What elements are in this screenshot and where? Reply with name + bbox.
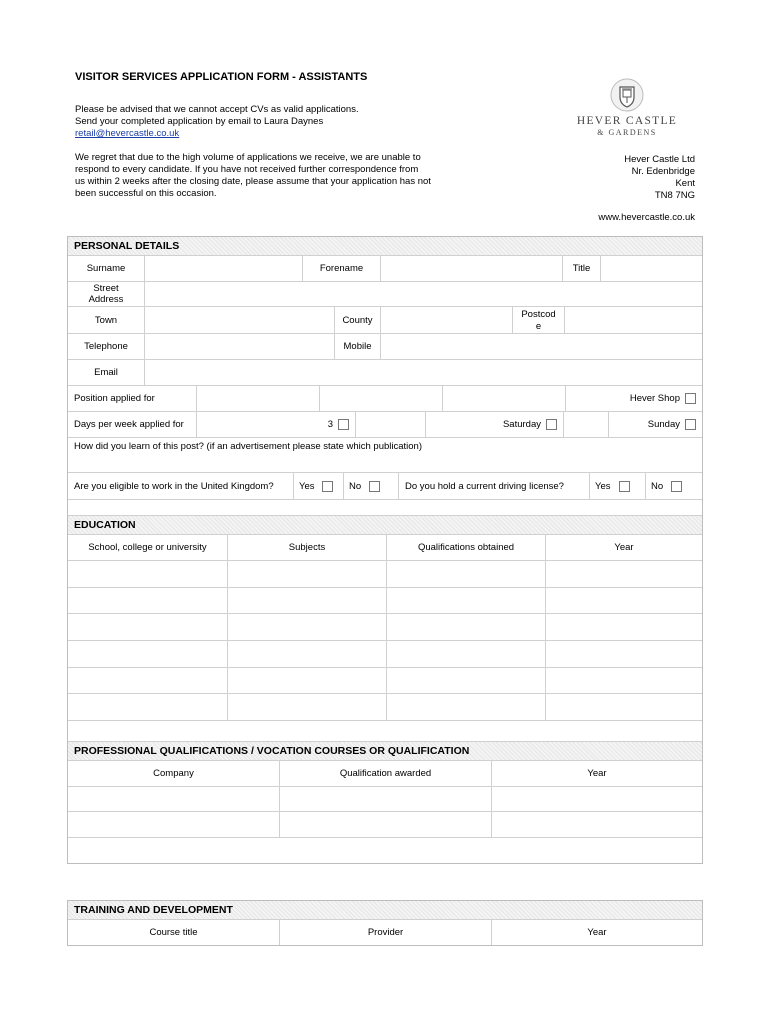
education-qualifications-input[interactable]	[386, 668, 545, 693]
professional-header-row	[68, 761, 702, 787]
hever-castle-logo	[568, 78, 686, 137]
hever-shop-label: Hever Shop	[629, 393, 680, 404]
hever-shop-checkbox[interactable]	[685, 393, 696, 404]
eligible-question: Are you eligible to work in the United Kingdom?	[74, 480, 274, 492]
education-row	[68, 561, 702, 588]
professional-row	[68, 812, 702, 838]
address-line-1: Hever Castle Ltd	[624, 154, 695, 165]
postcode-input[interactable]	[564, 307, 702, 333]
driving-question: Do you hold a current driving license?	[398, 473, 589, 499]
education-subjects-input[interactable]	[227, 561, 386, 587]
telephone-label: Telephone	[84, 341, 128, 352]
postcode-label-line-2: e	[535, 321, 542, 332]
eligible-yes-checkbox[interactable]	[322, 481, 333, 492]
intro-line-1: Please be advised that we cannot accept CVs as valid applications.	[75, 104, 359, 115]
eligible-no-checkbox[interactable]	[369, 481, 380, 492]
telephone-input[interactable]	[144, 334, 334, 359]
days-extra-input[interactable]	[563, 412, 608, 437]
eligibility-row	[68, 473, 702, 500]
eligible-no-label: No	[349, 480, 362, 492]
training-col-provider: Provider	[279, 920, 491, 945]
mobile-input[interactable]	[380, 334, 702, 359]
sunday-checkbox[interactable]	[685, 419, 696, 430]
education-qualifications-input[interactable]	[386, 588, 545, 613]
education-subjects-input[interactable]	[227, 614, 386, 640]
county-input[interactable]	[380, 307, 512, 333]
town-row	[68, 307, 702, 334]
street-row	[68, 282, 702, 307]
professional-heading: PROFESSIONAL QUALIFICATIONS / VOCATION COURSES OR QUALIFICATION	[68, 742, 702, 761]
surname-input[interactable]	[144, 256, 302, 281]
driving-yes-checkbox[interactable]	[619, 481, 630, 492]
driving-no-option	[645, 473, 702, 499]
days-input[interactable]	[355, 412, 425, 437]
professional-company-input[interactable]	[68, 812, 279, 837]
title-input[interactable]	[600, 256, 702, 281]
castle-crest-icon	[610, 78, 644, 112]
professional-col-qualification: Qualification awarded	[279, 761, 491, 786]
street-label-line-1: Street	[93, 283, 119, 294]
email-input[interactable]	[144, 360, 702, 385]
email-link[interactable]: retail@hevercastle.co.uk	[75, 128, 180, 139]
learn-question: How did you learn of this post? (if an advertisement please state which publication)	[74, 441, 422, 452]
position-row	[68, 386, 702, 412]
education-school-input[interactable]	[68, 668, 227, 693]
eligible-yes-option	[293, 473, 343, 499]
days-row	[68, 412, 702, 438]
postcode-label-line-1: Postcod	[521, 309, 556, 320]
education-col-school: School, college or university	[88, 542, 207, 553]
town-label: Town	[94, 314, 118, 326]
title-label: Title	[562, 256, 600, 281]
mobile-label: Mobile	[334, 334, 380, 359]
regret-line-1: We regret that due to the high volume of applications we receive, we are unable to	[75, 152, 421, 163]
education-qualifications-input[interactable]	[386, 641, 545, 667]
email-row	[68, 360, 702, 386]
education-qualifications-input[interactable]	[386, 694, 545, 720]
training-header-row	[68, 920, 702, 945]
street-label-line-2: Address	[88, 294, 124, 305]
sunday-label: Sunday	[647, 419, 680, 430]
personal-spacer-row	[68, 500, 702, 516]
education-subjects-input[interactable]	[227, 641, 386, 667]
education-subjects-input[interactable]	[227, 668, 386, 693]
position-input-2[interactable]	[319, 386, 442, 411]
education-col-year: Year	[545, 535, 702, 560]
education-subjects-input[interactable]	[227, 694, 386, 720]
professional-year-input[interactable]	[491, 812, 702, 837]
professional-qualification-input[interactable]	[279, 812, 491, 837]
driving-no-label: No	[651, 480, 664, 492]
street-address-label	[68, 282, 144, 306]
education-year-input[interactable]	[545, 668, 702, 693]
town-input[interactable]	[144, 307, 334, 333]
education-school-input[interactable]	[68, 561, 227, 587]
address-line-3: Kent	[675, 178, 695, 189]
address-line-4: TN8 7NG	[654, 190, 695, 201]
intro-text	[75, 104, 465, 140]
education-row	[68, 614, 702, 641]
education-heading: EDUCATION	[68, 516, 702, 535]
education-qualifications-input[interactable]	[386, 614, 545, 640]
postcode-label	[512, 307, 564, 333]
forename-input[interactable]	[380, 256, 562, 281]
saturday-label: Saturday	[502, 419, 541, 430]
education-spacer-row	[68, 721, 702, 742]
education-year-input[interactable]	[545, 694, 702, 720]
personal-details-table	[67, 236, 703, 864]
education-subjects-input[interactable]	[227, 588, 386, 613]
intro-line-2: Send your completed application by email to Laura Daynes	[75, 116, 324, 127]
regret-line-4: been successful on this occasion.	[75, 188, 217, 199]
professional-spacer-row	[68, 838, 702, 863]
days-label: Days per week applied for	[74, 419, 184, 430]
position-label: Position applied for	[74, 393, 155, 404]
training-heading: TRAINING AND DEVELOPMENT	[68, 901, 702, 920]
education-year-input[interactable]	[545, 641, 702, 667]
professional-col-year: Year	[491, 761, 702, 786]
saturday-option	[425, 412, 563, 437]
education-school-input[interactable]	[68, 588, 227, 613]
website-link[interactable]: www.hevercastle.co.uk	[598, 212, 695, 223]
sunday-option	[608, 412, 702, 437]
education-qualifications-input[interactable]	[386, 561, 545, 587]
education-row	[68, 588, 702, 614]
training-col-year: Year	[491, 920, 702, 945]
learn-row[interactable]	[68, 438, 702, 473]
regret-line-3: us within 2 weeks after the closing date, please assume that your application has not	[75, 176, 431, 187]
training-table	[67, 900, 703, 946]
eligible-yes-label: Yes	[299, 480, 315, 492]
email-label: Email	[94, 367, 118, 378]
professional-company-input[interactable]	[68, 787, 279, 811]
position-input-1[interactable]	[196, 386, 319, 411]
education-year-input[interactable]	[545, 561, 702, 587]
address-line-2: Nr. Edenbridge	[631, 166, 695, 177]
driving-no-checkbox[interactable]	[671, 481, 682, 492]
logo-name: HEVER CASTLE	[576, 115, 678, 127]
professional-qualification-input[interactable]	[279, 787, 491, 811]
education-row	[68, 668, 702, 694]
driving-yes-label: Yes	[595, 480, 611, 492]
eligible-no-option	[343, 473, 398, 499]
saturday-checkbox[interactable]	[546, 419, 557, 430]
professional-year-input[interactable]	[491, 787, 702, 811]
position-input-3[interactable]	[442, 386, 565, 411]
phone-row	[68, 334, 702, 360]
name-row	[68, 256, 702, 282]
regret-line-2: respond to every candidate. If you have not received further correspondence from	[75, 164, 419, 175]
county-label: County	[334, 307, 380, 333]
education-col-subjects: Subjects	[227, 535, 386, 560]
education-row	[68, 641, 702, 668]
surname-label: Surname	[86, 263, 126, 274]
driving-yes-option	[589, 473, 645, 499]
professional-col-company: Company	[153, 768, 194, 779]
company-address	[624, 154, 695, 202]
street-address-input[interactable]	[144, 282, 702, 306]
education-school-input[interactable]	[68, 694, 227, 720]
days-3-label: 3	[327, 419, 333, 430]
logo-sub: & GARDENS	[597, 128, 657, 137]
education-row	[68, 694, 702, 721]
days-3-checkbox[interactable]	[338, 419, 349, 430]
days-3-option	[196, 412, 355, 437]
regret-text	[75, 152, 465, 200]
professional-row	[68, 787, 702, 812]
form-title: VISITOR SERVICES APPLICATION FORM - ASSISTANTS	[75, 71, 368, 83]
education-col-qualifications: Qualifications obtained	[386, 535, 545, 560]
forename-label: Forename	[302, 256, 380, 281]
education-header-row	[68, 535, 702, 561]
hever-shop-option	[565, 386, 702, 411]
education-school-input[interactable]	[68, 641, 227, 667]
education-year-input[interactable]	[545, 588, 702, 613]
education-year-input[interactable]	[545, 614, 702, 640]
education-school-input[interactable]	[68, 614, 227, 640]
personal-details-heading: PERSONAL DETAILS	[68, 237, 702, 256]
training-col-course: Course title	[149, 927, 198, 938]
